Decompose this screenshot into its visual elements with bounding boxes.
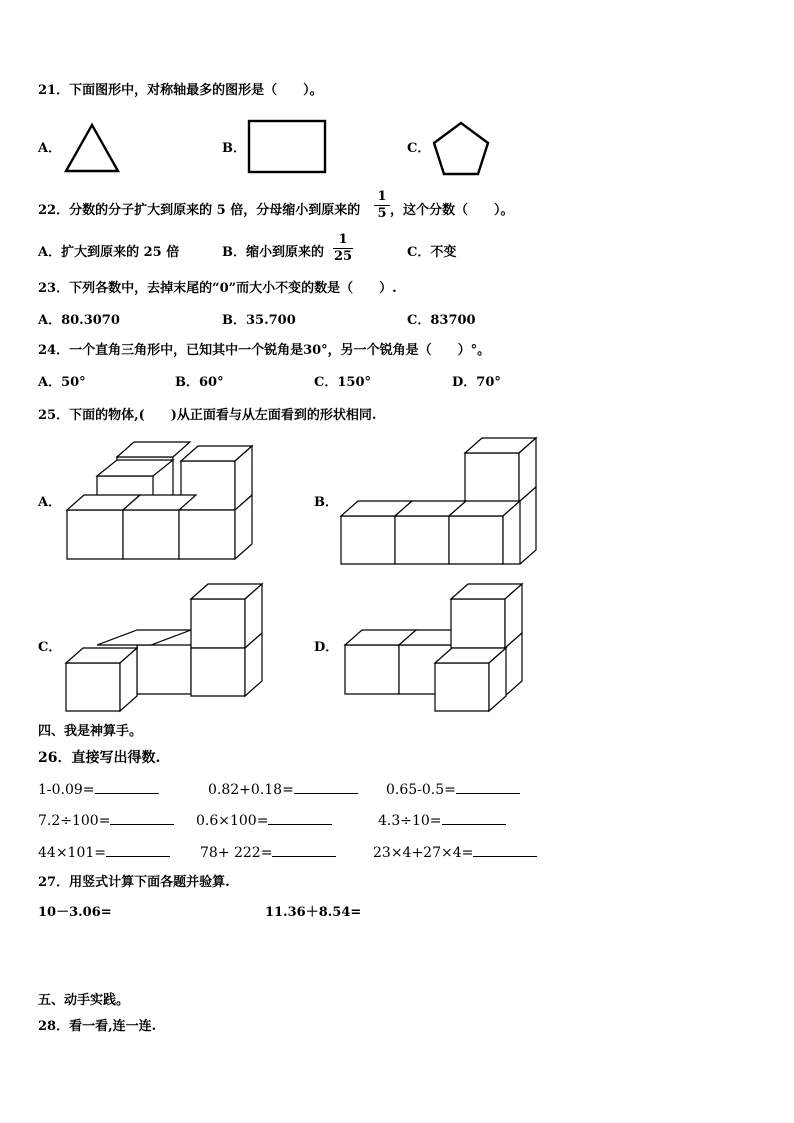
expression: 0.82+0.18=	[208, 782, 294, 798]
fraction-numerator: 1	[377, 189, 387, 204]
cube-figure-b	[338, 434, 543, 570]
expression: 78+ 222=	[200, 845, 273, 861]
q26-item	[38, 845, 170, 861]
q27-stem: 27．用竖式计算下面各题并验算.	[38, 875, 230, 890]
q22-stem-before: 22．分数的分子扩大到原来的 5 倍，分母缩小到原来的	[38, 203, 361, 218]
answer-blank[interactable]	[110, 824, 174, 825]
q22-option-a: A．扩大到原来的 25 倍	[38, 245, 180, 260]
q25-option-d: D．	[314, 640, 339, 655]
answer-blank[interactable]	[456, 793, 520, 794]
q25-stem: 25．下面的物体,( )从正面看与从左面看到的形状相同.	[38, 408, 377, 423]
triangle-icon	[60, 122, 124, 174]
q26-item	[378, 813, 506, 829]
rectangle-icon	[246, 118, 330, 176]
expression: 7.2÷100=	[38, 813, 111, 829]
answer-blank[interactable]	[272, 856, 336, 857]
q22-option-b: B．缩小到原来的	[222, 245, 324, 260]
q26-item	[38, 782, 159, 798]
fraction-numerator: 1	[338, 232, 348, 247]
q25-option-a: A．	[38, 495, 62, 510]
q26-item	[196, 813, 332, 829]
q21-option-b: B．	[222, 141, 246, 156]
q23-option-a: A．80.3070	[38, 313, 120, 328]
q21-option-a: A．	[38, 141, 62, 156]
expression: 44×101=	[38, 845, 106, 861]
section-5-heading: 五、动手实践。	[38, 993, 130, 1008]
q24-option-a: A．50°	[38, 375, 86, 390]
q21-stem: 21．下面图形中，对称轴最多的图形是（ ）。	[38, 83, 323, 98]
pentagon-icon	[430, 120, 492, 178]
answer-blank[interactable]	[106, 856, 170, 857]
q24-option-c: C．150°	[314, 375, 371, 390]
q24-option-b: B．60°	[175, 375, 224, 390]
q28-stem: 28．看一看,连一连.	[38, 1019, 157, 1034]
fraction-denominator: 25	[333, 249, 353, 264]
expression: 1-0.09=	[38, 782, 95, 798]
q27-item-2: 11.36＋8.54=	[265, 905, 362, 920]
expression: 4.3÷10=	[378, 813, 442, 829]
q26-stem: 26．直接写出得数.	[38, 750, 161, 766]
q26-item	[373, 845, 537, 861]
q27-item-1: 10－3.06=	[38, 905, 112, 920]
answer-blank[interactable]	[473, 856, 537, 857]
cube-figure-c	[60, 580, 266, 716]
cube-figure-a	[60, 440, 260, 568]
q24-option-d: D．70°	[452, 375, 501, 390]
q23-option-b: B．35.700	[222, 313, 296, 328]
q26-item	[208, 782, 358, 798]
q25-option-b: B．	[314, 495, 338, 510]
q21-option-c: C．	[407, 141, 431, 156]
q22-stem-fraction	[374, 190, 390, 221]
expression: 0.6×100=	[196, 813, 269, 829]
answer-blank[interactable]	[442, 824, 506, 825]
expression: 0.65-0.5=	[386, 782, 456, 798]
q24-stem: 24．一个直角三角形中，已知其中一个锐角是30°，另一个锐角是（ ）°。	[38, 343, 491, 358]
q22-stem-after: ，这个分数（ ）。	[390, 203, 514, 218]
q23-option-c: C．83700	[407, 313, 476, 328]
cube-figure-d	[338, 580, 528, 716]
q23-stem: 23．下列各数中，去掉末尾的“0”而大小不变的数是（ ）.	[38, 281, 397, 296]
q26-item	[200, 845, 336, 861]
q22-option-b-fraction	[333, 233, 353, 264]
answer-blank[interactable]	[294, 793, 358, 794]
q26-item	[38, 813, 174, 829]
fraction-denominator: 5	[377, 206, 387, 221]
answer-blank[interactable]	[268, 824, 332, 825]
answer-blank[interactable]	[95, 793, 159, 794]
section-4-heading: 四、我是神算手。	[38, 724, 143, 739]
q22-option-c: C．不变	[407, 245, 457, 260]
expression: 23×4+27×4=	[373, 845, 474, 861]
q22-stem	[38, 203, 360, 219]
q25-option-c: C．	[38, 640, 62, 655]
q26-item	[386, 782, 520, 798]
